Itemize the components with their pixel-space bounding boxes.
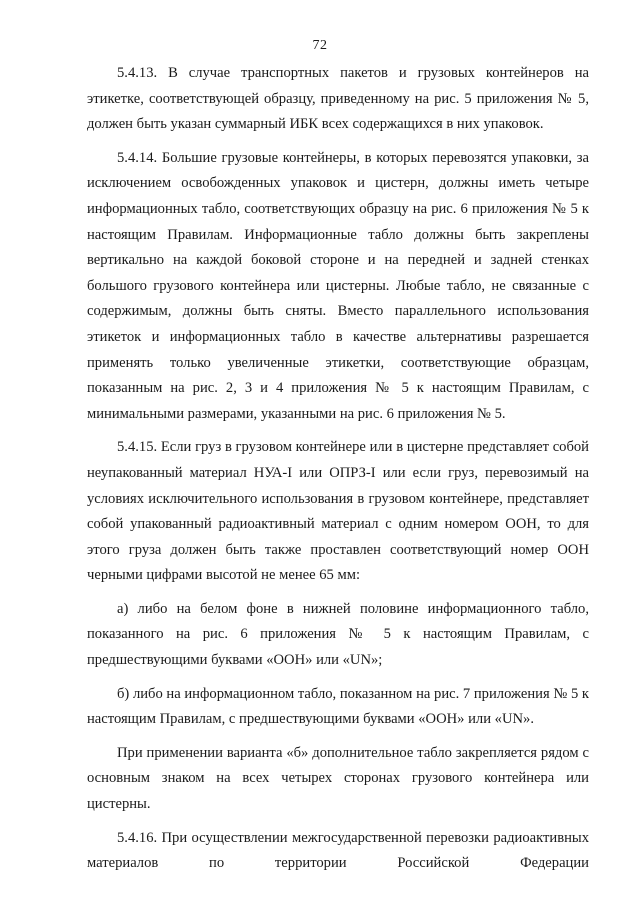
paragraph-item-a: а) либо на белом фоне в нижней половине информационного табло, показанного на рис. 6 приложения № 5 к настоящим Правилам, с предшествующими буквами «ООН» или «UN»; bbox=[87, 600, 589, 669]
paragraph-5-4-16: 5.4.16. При осуществлении межгосударственной перевозки радиоактивных материалов по территории Российской Федерации bbox=[87, 829, 589, 872]
paragraph-5-4-13: 5.4.13. В случае транспортных пакетов и грузовых контейнеров на этикетке, соответствующей образцу, приведенному на рис. 5 приложения № 5, должен быть указан суммарный ИБК всех содержащихся в них упаковок. bbox=[87, 65, 589, 133]
paragraph-variant-b-note: При применении варианта «б» дополнительное табло закрепляется рядом с основным знаком на всех четырех сторонах грузового контейнера или цистерны. bbox=[87, 744, 589, 813]
paragraph-5-4-15: 5.4.15. Если груз в грузовом контейнере или в цистерне представляет собой неупакованный материал НУА-I или ОПРЗ-I или если груз, перевозимый на условиях исключительного использования в грузовом контейнере, представляет собой упакованный радиоактивный материал с одним номером ООН, то для этого груза должен быть также проставлен соответствующий номер ООН черными цифрами высотой не менее 65 мм: bbox=[87, 439, 589, 584]
paragraph-5-4-14: 5.4.14. Большие грузовые контейнеры, в которых перевозятся упаковки, за исключением освобожденных упаковок и цистерн, должны иметь четыре информационных табло, соответствующих образцу на рис. 6 приложения № 5 к настоящим Правилам. Информационные табло должны быть закреплены вертикально на каждой боковой стороне и на передней и задней стенках большого грузового контейнера или цистерны. Любые табло, не связанные с содержимым, должны быть сняты. Вместо параллельного использования этикеток и информационных табло в качестве альтернативы разрешается применять только увеличенные этикетки, соответствующие образцам, показанным на рис. 2, 3 и 4 приложения № 5 к настоящим Правилам, с минимальными размерами, указанными на рис. 6 приложения № 5. bbox=[87, 149, 589, 422]
paragraph-item-b: б) либо на информационном табло, показанном на рис. 7 приложения № 5 к настоящим Правилам, с предшествующими буквами «ООН» или «UN». bbox=[87, 685, 589, 728]
page-number: 72 bbox=[312, 38, 328, 53]
document-body bbox=[87, 61, 589, 885]
